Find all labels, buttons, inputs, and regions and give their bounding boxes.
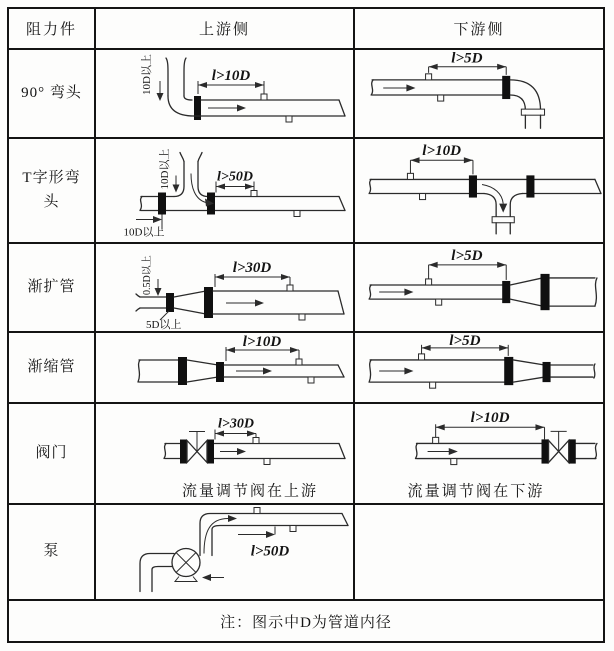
flow-arrow-icon <box>228 515 237 522</box>
cell-pump-upstream <box>96 505 355 601</box>
pressure-tap <box>407 173 413 179</box>
cell-valve-downstream <box>355 404 603 505</box>
header-resistance-element <box>9 9 96 50</box>
flowmeter-band <box>504 357 513 385</box>
dim-label: l>50D <box>250 543 290 560</box>
dim-label: l>10D <box>242 334 282 350</box>
valve-position-caption: 流量调节阀在上游 <box>181 483 319 500</box>
min-length-label: 5D以上 <box>146 319 182 331</box>
flowmeter-band <box>180 440 187 464</box>
straight-run-requirements-table <box>7 7 605 643</box>
header-downstream-label: 下游侧 <box>453 22 505 38</box>
tee-downstream-diagram <box>355 139 603 242</box>
flowmeter-band <box>178 357 187 385</box>
cell-elbow90-downstream <box>355 50 603 139</box>
valve-icon <box>197 441 207 463</box>
min-length-label: 10D以上 <box>141 54 153 95</box>
row-elbow90-label: 90° 弯头 <box>21 84 82 101</box>
pressure-tap <box>251 191 257 197</box>
dim-label: l>30D <box>218 416 254 432</box>
header-upstream-side <box>96 9 355 50</box>
cell-reducer-downstream <box>355 333 603 404</box>
pressure-tap <box>451 459 457 465</box>
row-tee-label-cell <box>9 139 96 244</box>
min-length-label: 10D以上 <box>123 226 165 239</box>
dim-label: l>30D <box>232 260 272 276</box>
flowmeter-band <box>540 274 549 310</box>
flowmeter-band <box>469 175 477 197</box>
tee-upstream-diagram <box>96 139 353 242</box>
flowmeter-band <box>502 281 510 303</box>
footer-note-cell <box>9 601 603 641</box>
pressure-tap <box>287 285 293 291</box>
flowmeter-band <box>569 439 576 463</box>
pressure-tap <box>433 437 439 443</box>
pressure-tap <box>296 359 302 365</box>
pressure-tap <box>420 194 426 200</box>
expander-upstream-diagram <box>96 244 353 331</box>
pressure-tap <box>253 438 259 444</box>
flowmeter-band <box>158 193 166 215</box>
row-pump-label-cell <box>9 505 96 601</box>
dim-label: l>5D <box>451 50 483 67</box>
right-arrow-icon <box>266 531 275 538</box>
pressure-tap <box>290 526 296 532</box>
min-length-label: 10D以上 <box>159 148 171 190</box>
header-resistance-label: 阻力件 <box>25 22 77 38</box>
row-valve-label: 阀门 <box>35 444 68 461</box>
footer-note: 注：图示中D为管道内径 <box>220 614 392 631</box>
dim-label: l>10D <box>470 410 510 427</box>
pressure-tap <box>294 211 300 217</box>
valve-upstream-diagram <box>96 404 353 503</box>
pump-base <box>175 577 197 582</box>
right-arrow-icon <box>153 216 162 223</box>
flowmeter-band <box>207 440 214 464</box>
flowmeter-band <box>502 76 510 99</box>
reducer-downstream-diagram <box>355 333 603 402</box>
cell-expander-upstream <box>96 244 355 333</box>
down-arrow-icon <box>155 288 162 296</box>
dim-label: l>10D <box>211 68 251 84</box>
pressure-tap <box>286 116 292 122</box>
pressure-tap <box>308 377 314 383</box>
valve-icon <box>559 440 569 462</box>
flow-arrow-icon <box>499 204 507 213</box>
header-upstream-label: 上游侧 <box>198 22 250 38</box>
flow-arrow-icon <box>404 368 413 375</box>
dim-label: l>5D <box>451 247 483 264</box>
row-reducer-label-cell <box>9 333 96 404</box>
flange <box>492 217 514 223</box>
flowmeter-band <box>542 439 549 463</box>
row-reducer-label: 渐缩管 <box>27 358 76 375</box>
cell-tee-upstream <box>96 139 355 244</box>
row-pump-label: 泵 <box>43 543 60 560</box>
down-arrow-icon <box>173 185 180 193</box>
dim-label: l>50D <box>217 169 253 185</box>
flowmeter-band <box>204 287 213 318</box>
pressure-tap <box>261 94 267 100</box>
left-arrow-icon <box>202 574 211 581</box>
dim-label: l>5D <box>449 333 481 349</box>
flow-arrow-icon <box>237 105 246 112</box>
flow-arrow-icon <box>449 448 458 455</box>
flow-arrow-icon <box>255 300 264 307</box>
flowmeter-band <box>543 362 551 382</box>
flowmeter-band <box>526 175 534 197</box>
pressure-tap <box>264 459 270 465</box>
flow-arrow-icon <box>237 448 246 455</box>
row-expander-label: 渐扩管 <box>27 278 76 295</box>
row-elbow90-label-cell <box>9 50 96 139</box>
pressure-tap <box>254 508 260 514</box>
pressure-tap <box>299 314 305 320</box>
row-tee-label: T字形弯头 <box>22 170 81 210</box>
cell-reducer-upstream <box>96 333 355 404</box>
elbow90-upstream-diagram <box>96 50 353 137</box>
flow-arrow-icon <box>404 289 413 296</box>
pressure-tap <box>426 74 432 80</box>
cell-elbow90-upstream <box>96 50 355 139</box>
valve-position-caption: 流量调节阀在下游 <box>407 483 545 500</box>
reducer-upstream-diagram <box>96 333 353 402</box>
elbow90-downstream-diagram <box>355 50 603 137</box>
down-arrow-icon <box>157 93 164 101</box>
valve-icon <box>187 441 197 463</box>
pressure-tap <box>419 354 425 360</box>
pressure-tap <box>430 382 436 388</box>
flange <box>521 109 544 115</box>
pump-upstream-diagram <box>96 505 353 599</box>
valve-downstream-diagram <box>355 404 603 503</box>
pressure-tap <box>426 279 432 285</box>
row-expander-label-cell <box>9 244 96 333</box>
pressure-tap <box>436 299 442 305</box>
cell-tee-downstream <box>355 139 603 244</box>
min-length-label: 0.5D以上 <box>142 255 153 295</box>
flow-arrow-icon <box>406 84 415 91</box>
row-valve-label-cell <box>9 404 96 505</box>
cell-valve-upstream <box>96 404 355 505</box>
expander-downstream-diagram <box>355 244 603 331</box>
flowmeter-band <box>216 362 224 382</box>
valve-icon <box>549 440 559 462</box>
pressure-tap <box>438 95 444 101</box>
flow-arrow-icon <box>263 368 272 375</box>
cell-expander-downstream <box>355 244 603 333</box>
dim-label: l>10D <box>422 143 462 160</box>
cell-pump-downstream <box>355 505 603 601</box>
header-downstream-side <box>355 9 603 50</box>
flowmeter-band <box>166 293 174 312</box>
